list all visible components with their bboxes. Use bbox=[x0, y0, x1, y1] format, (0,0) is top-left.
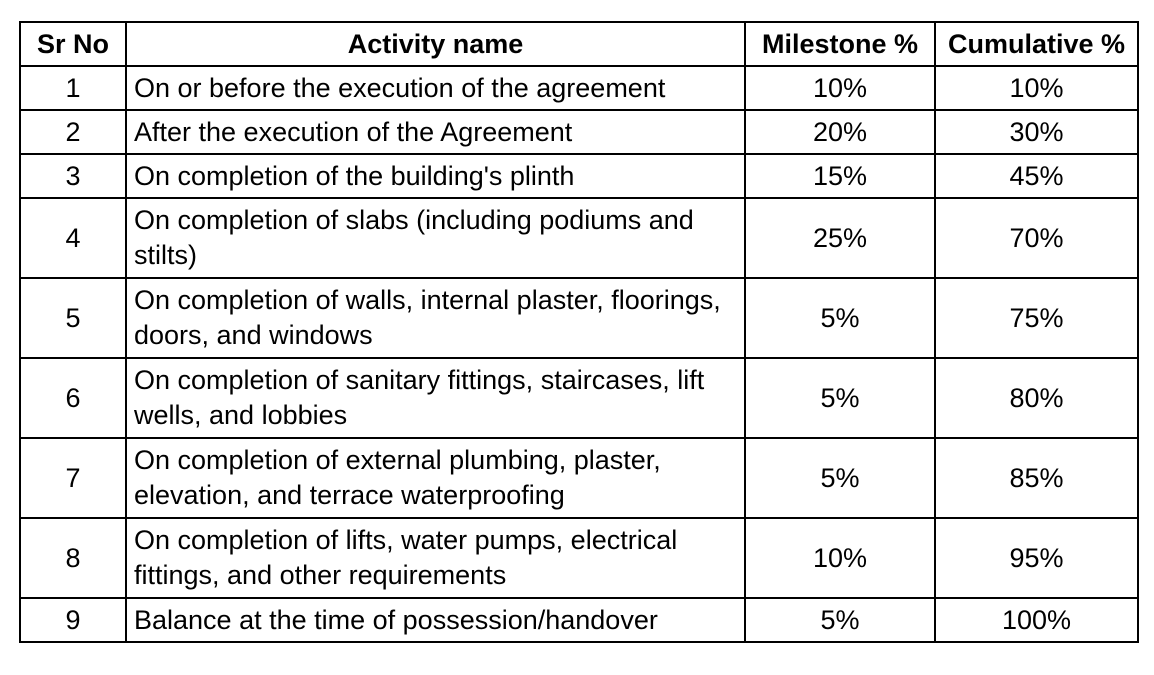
cell-milestone-percent: 5% bbox=[745, 278, 935, 358]
table-row bbox=[20, 358, 1138, 438]
cell-sr-no: 7 bbox=[20, 438, 126, 518]
cell-cumulative-percent: 95% bbox=[935, 518, 1138, 598]
cell-cumulative-percent: 30% bbox=[935, 110, 1138, 154]
cell-milestone-percent: 5% bbox=[745, 438, 935, 518]
table-row bbox=[20, 66, 1138, 110]
cell-cumulative-percent: 10% bbox=[935, 66, 1138, 110]
table-row bbox=[20, 438, 1138, 518]
cell-sr-no: 1 bbox=[20, 66, 126, 110]
cell-activity-name: Balance at the time of possession/handover bbox=[126, 598, 745, 642]
cell-cumulative-percent: 85% bbox=[935, 438, 1138, 518]
cell-milestone-percent: 25% bbox=[745, 198, 935, 278]
table-header-row bbox=[20, 22, 1138, 66]
payment-schedule-table bbox=[19, 21, 1139, 643]
header-activity-name: Activity name bbox=[126, 22, 745, 66]
cell-milestone-percent: 15% bbox=[745, 154, 935, 198]
cell-cumulative-percent: 100% bbox=[935, 598, 1138, 642]
header-sr-no: Sr No bbox=[20, 22, 126, 66]
table-row bbox=[20, 518, 1138, 598]
cell-cumulative-percent: 75% bbox=[935, 278, 1138, 358]
cell-sr-no: 5 bbox=[20, 278, 126, 358]
table-row bbox=[20, 598, 1138, 642]
header-cumulative-percent: Cumulative % bbox=[935, 22, 1138, 66]
cell-cumulative-percent: 80% bbox=[935, 358, 1138, 438]
cell-milestone-percent: 10% bbox=[745, 66, 935, 110]
table-row bbox=[20, 154, 1138, 198]
header-milestone-percent: Milestone % bbox=[745, 22, 935, 66]
cell-activity-name: On completion of walls, internal plaster, floorings, doors, and windows bbox=[126, 278, 745, 358]
cell-sr-no: 6 bbox=[20, 358, 126, 438]
cell-sr-no: 3 bbox=[20, 154, 126, 198]
payment-schedule-table-wrapper bbox=[19, 21, 1139, 643]
cell-sr-no: 2 bbox=[20, 110, 126, 154]
cell-milestone-percent: 5% bbox=[745, 598, 935, 642]
cell-milestone-percent: 5% bbox=[745, 358, 935, 438]
cell-milestone-percent: 20% bbox=[745, 110, 935, 154]
table-row bbox=[20, 110, 1138, 154]
cell-activity-name: On completion of lifts, water pumps, electrical fittings, and other requirements bbox=[126, 518, 745, 598]
cell-activity-name: After the execution of the Agreement bbox=[126, 110, 745, 154]
cell-cumulative-percent: 45% bbox=[935, 154, 1138, 198]
cell-sr-no: 4 bbox=[20, 198, 126, 278]
table-row bbox=[20, 278, 1138, 358]
cell-activity-name: On or before the execution of the agreement bbox=[126, 66, 745, 110]
cell-activity-name: On completion of external plumbing, plaster, elevation, and terrace waterproofing bbox=[126, 438, 745, 518]
cell-milestone-percent: 10% bbox=[745, 518, 935, 598]
table-row bbox=[20, 198, 1138, 278]
cell-activity-name: On completion of the building's plinth bbox=[126, 154, 745, 198]
cell-sr-no: 8 bbox=[20, 518, 126, 598]
cell-cumulative-percent: 70% bbox=[935, 198, 1138, 278]
cell-activity-name: On completion of sanitary fittings, staircases, lift wells, and lobbies bbox=[126, 358, 745, 438]
cell-activity-name: On completion of slabs (including podiums and stilts) bbox=[126, 198, 745, 278]
cell-sr-no: 9 bbox=[20, 598, 126, 642]
